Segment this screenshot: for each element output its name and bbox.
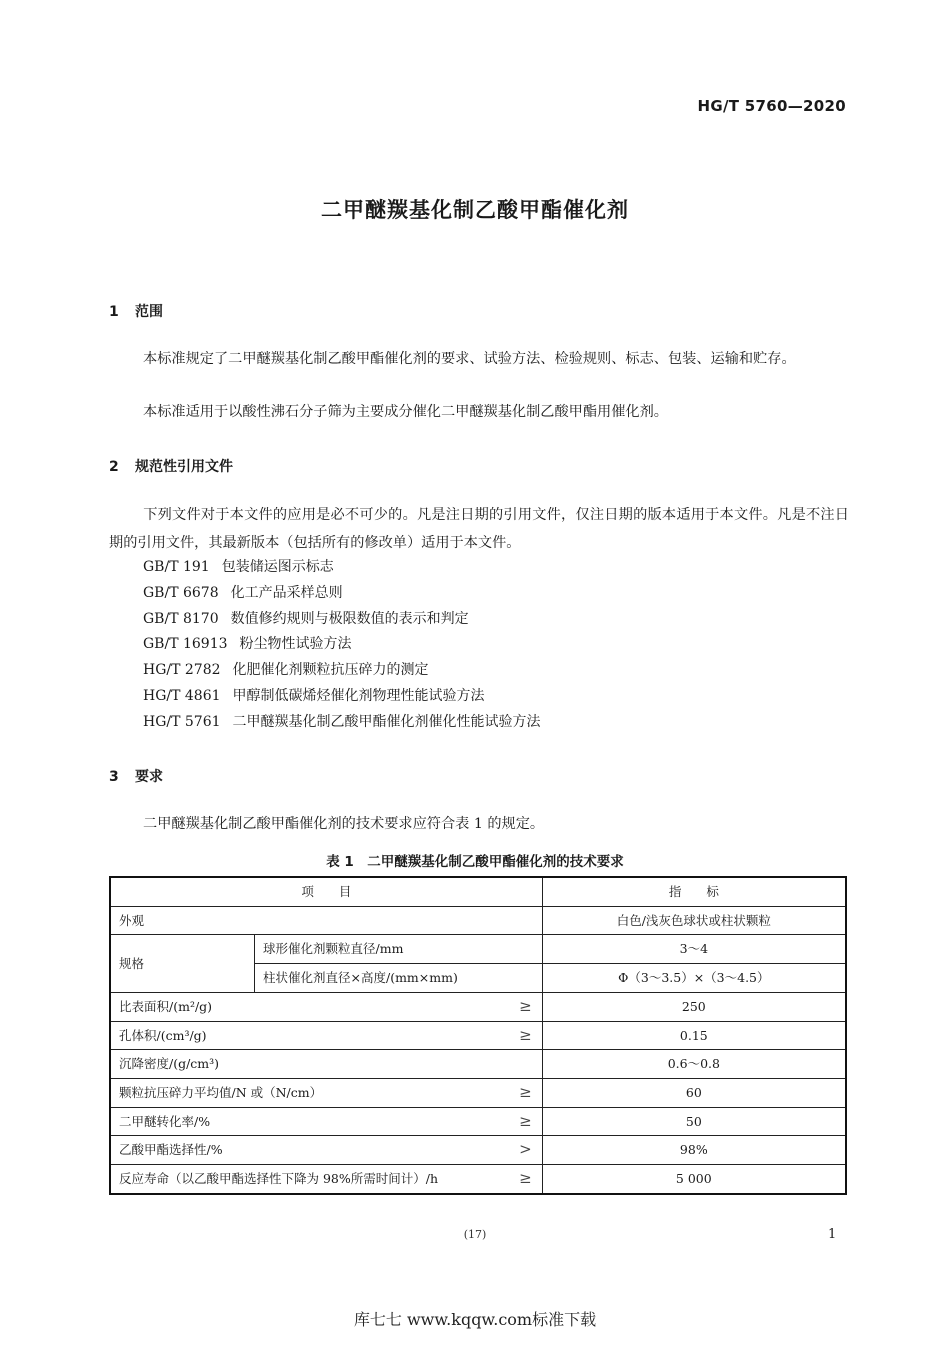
row-item-cell — [110, 1107, 542, 1136]
section-number: 3 — [109, 769, 119, 785]
row-item-cell — [110, 992, 542, 1021]
table-row — [110, 1021, 846, 1050]
section-heading-scope — [109, 301, 163, 321]
reference-list — [143, 555, 541, 736]
reference-item — [143, 684, 541, 710]
row-item-cell — [110, 1078, 542, 1107]
requirements-intro-text: 二甲醚羰基化制乙酸甲酯催化剂的技术要求应符合表 1 的规定。 — [143, 816, 545, 832]
relation-symbol: ≥ — [519, 1082, 532, 1101]
relation-symbol: ≥ — [519, 996, 532, 1015]
page-folio: (17) — [463, 1228, 487, 1241]
scope-paragraph-1 — [109, 345, 849, 373]
section-title: 范围 — [135, 304, 163, 320]
reference-item — [143, 658, 541, 684]
header-item: 项 目 — [110, 877, 542, 906]
section-title: 规范性引用文件 — [135, 459, 233, 475]
scope-paragraph-2 — [109, 398, 849, 426]
row-value: 0.6～0.8 — [542, 1050, 846, 1079]
reference-title: 粉尘物性试验方法 — [239, 636, 352, 653]
reference-item — [143, 555, 541, 581]
row-value: 50 — [542, 1107, 846, 1136]
row-item: 外观 — [110, 906, 542, 935]
reference-title: 甲醇制低碳烯烃催化剂物理性能试验方法 — [232, 687, 485, 704]
table-row — [110, 1107, 846, 1136]
section-title: 要求 — [135, 769, 163, 785]
table-row — [110, 992, 846, 1021]
spec-label: 规格 — [110, 935, 255, 992]
table-row — [110, 1050, 846, 1079]
row-item-cell — [110, 1050, 542, 1079]
table-row — [110, 1078, 846, 1107]
header-value: 指 标 — [542, 877, 846, 906]
reference-code: HG/T 4861 — [143, 687, 221, 704]
row-item: 沉降密度/(g/cm³) — [119, 1056, 220, 1072]
section-heading-references — [109, 456, 233, 476]
section-number: 1 — [109, 304, 119, 320]
references-intro — [109, 501, 849, 557]
row-item: 孔体积/(cm³/g) — [119, 1027, 207, 1043]
table-title: 表 1 二甲醚羰基化制乙酸甲酯催化剂的技术要求 — [326, 854, 624, 870]
section-heading-requirements — [109, 766, 163, 786]
row-value: 0.15 — [542, 1021, 846, 1050]
row-value: Φ（3～3.5）×（3～4.5） — [542, 964, 846, 993]
table-row — [110, 935, 846, 964]
reference-code: HG/T 2782 — [143, 662, 221, 679]
references-intro-text: 下列文件对于本文件的应用是必不可少的。凡是注日期的引用文件，仅注日期的版本适用于本文件。凡是不注日期的引用文件，其最新版本（包括所有的修改单）适用于本文件。 — [109, 507, 849, 551]
row-item: 反应寿命（以乙酸甲酯选择性下降为 98%所需时间计）/h — [119, 1171, 439, 1187]
document-title: 二甲醚羰基化制乙酸甲酯催化剂 — [321, 198, 629, 222]
watermark-link[interactable]: 库七七 www.kqqw.com标准下载 — [353, 1310, 597, 1329]
row-value: 98% — [542, 1136, 846, 1165]
row-value: 250 — [542, 992, 846, 1021]
section-number: 2 — [109, 459, 119, 475]
relation-symbol: ≥ — [519, 1025, 532, 1044]
row-item-cell — [110, 1021, 542, 1050]
row-value: 3～4 — [542, 935, 846, 964]
reference-title: 包装储运图示标志 — [221, 559, 334, 575]
table-row — [110, 1136, 846, 1165]
reference-item — [143, 581, 541, 607]
row-item: 比表面积/(m²/g) — [119, 998, 213, 1014]
relation-symbol: ≥ — [519, 1169, 532, 1188]
reference-code: GB/T 16913 — [143, 636, 228, 653]
row-item: 球形催化剂颗粒直径/mm — [255, 935, 543, 964]
reference-code: GB/T 6678 — [143, 584, 219, 601]
row-value: 白色/浅灰色球状或柱状颗粒 — [542, 906, 846, 935]
scope-text-1: 本标准规定了二甲醚羰基化制乙酸甲酯催化剂的要求、试验方法、检验规则、标志、包装、运输和贮存。 — [143, 351, 796, 367]
relation-symbol: ≥ — [519, 1111, 532, 1130]
reference-code: HG/T 5761 — [143, 713, 221, 730]
standard-code: HG/T 5760—2020 — [697, 97, 846, 115]
row-item: 乙酸甲酯选择性/% — [119, 1142, 223, 1158]
reference-item — [143, 710, 541, 736]
row-item: 柱状催化剂直径×高度/(mm×mm) — [255, 964, 543, 993]
relation-symbol: > — [519, 1140, 532, 1159]
reference-item — [143, 607, 541, 633]
reference-item — [143, 632, 541, 658]
reference-code: GB/T 8170 — [143, 610, 219, 627]
row-item: 颗粒抗压碎力平均值/N 或（N/cm） — [119, 1084, 323, 1100]
table-row — [110, 906, 846, 935]
scope-text-2: 本标准适用于以酸性沸石分子筛为主要成分催化二甲醚羰基化制乙酸甲酯用催化剂。 — [143, 404, 668, 420]
row-value: 5 000 — [542, 1165, 846, 1194]
row-item: 二甲醚转化率/% — [119, 1113, 211, 1129]
table-row — [110, 1165, 846, 1194]
reference-title: 数值修约规则与极限数值的表示和判定 — [230, 610, 469, 627]
requirements-table — [109, 876, 847, 1195]
reference-title: 化肥催化剂颗粒抗压碎力的测定 — [232, 662, 429, 679]
table-header-row — [110, 877, 846, 906]
row-item-cell — [110, 1136, 542, 1165]
reference-code: GB/T 191 — [143, 559, 210, 575]
row-item-cell — [110, 1165, 542, 1194]
reference-title: 二甲醚羰基化制乙酸甲酯催化剂催化性能试验方法 — [232, 713, 541, 730]
reference-title: 化工产品采样总则 — [230, 584, 343, 601]
page-number: 1 — [828, 1227, 837, 1242]
row-value: 60 — [542, 1078, 846, 1107]
requirements-intro — [109, 810, 849, 838]
